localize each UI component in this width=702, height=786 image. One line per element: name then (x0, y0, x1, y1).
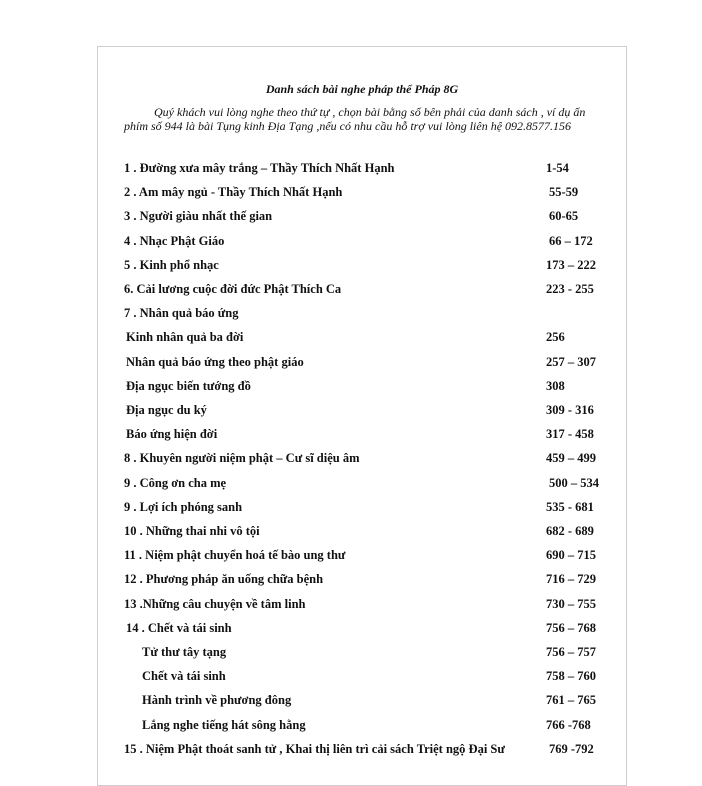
list-item (124, 524, 626, 540)
list-item-label: 3 . Người giàu nhất thế gian (124, 209, 273, 224)
document-title: Danh sách bài nghe pháp thể Pháp 8G (265, 82, 459, 96)
list-item (124, 718, 626, 734)
list-item (124, 282, 626, 298)
list-item (124, 403, 626, 419)
list-item (124, 621, 626, 637)
list-item-label: Hành trình về phương đông (142, 693, 292, 708)
list-item-range: 756 – 757 (546, 645, 596, 659)
list-item-label: Địa ngục du ký (126, 403, 207, 417)
list-item-range: 173 – 222 (546, 257, 596, 272)
list-item-range: 55-59 (549, 185, 579, 200)
list-item-label: 1 . Đường xưa mây trắng – Thầy Thích Nhất Hạnh (124, 161, 395, 175)
list-item-label: Nhân quả báo ứng theo phật giáo (126, 354, 304, 369)
list-item (124, 209, 626, 225)
list-item-label: Tử thư tây tạng (142, 645, 227, 659)
list-item-range: 317 - 458 (546, 427, 594, 442)
list-item-range: 257 – 307 (546, 354, 596, 369)
list-item (124, 597, 626, 613)
list-item-label: Chết và tái sinh (142, 669, 226, 684)
list-item-label: 9 . Công ơn cha mẹ (124, 475, 227, 490)
list-item (124, 693, 626, 709)
list-item-label: 10 . Những thai nhi vô tội (124, 524, 260, 538)
list-item-label: 12 . Phương pháp ăn uống chữa bệnh (124, 572, 324, 587)
list-item-range: 500 – 534 (549, 475, 599, 490)
list-item (124, 258, 626, 274)
document-page (97, 46, 627, 786)
list-item-range: 716 – 729 (546, 572, 596, 587)
list-item (124, 645, 626, 661)
list-item-range: 769 -792 (549, 741, 594, 756)
list-item-label: Địa ngục biến tướng đồ (126, 378, 251, 393)
list-item (124, 185, 626, 201)
list-item (124, 669, 626, 685)
list-item-range: 535 - 681 (546, 499, 594, 514)
list-item (124, 330, 626, 346)
list-item-range: 308 (546, 378, 565, 393)
list-item-label: Kinh nhân quả ba đời (126, 330, 244, 345)
list-item-range: 223 - 255 (546, 282, 594, 296)
list-item-label: 2 . Am mây ngủ - Thầy Thích Nhất Hạnh (124, 185, 343, 200)
list-item-label: Báo ứng hiện đời (126, 427, 218, 442)
list-item (124, 548, 626, 564)
list-item-label: 11 . Niệm phật chuyển hoá tế bào ung thư (124, 548, 346, 563)
list-item (124, 306, 626, 322)
list-item (124, 234, 626, 250)
list-item-range: 1-54 (546, 161, 569, 175)
list-item-range: 66 – 172 (549, 233, 593, 248)
list-item (124, 161, 626, 177)
list-item-range: 761 – 765 (546, 693, 596, 708)
list-item-range: 690 – 715 (546, 548, 596, 563)
list-item (124, 427, 626, 443)
list-item (124, 476, 626, 492)
list-item-label: 9 . Lợi ích phóng sanh (124, 499, 243, 514)
list-item-label: 7 . Nhân quả báo ứng (124, 306, 239, 321)
list-item-label: 13 .Những câu chuyện về tâm linh (124, 596, 306, 611)
list-item-range: 682 - 689 (546, 524, 594, 538)
list-item-label: 4 . Nhạc Phật Giáo (124, 233, 225, 248)
list-item-range: 459 – 499 (546, 451, 596, 466)
list-item-range: 60-65 (549, 209, 579, 224)
list-item-label: 5 . Kinh phổ nhạc (124, 257, 219, 272)
list-item-label: 14 . Chết và tái sinh (126, 620, 232, 635)
list-item (124, 379, 626, 395)
list-item-range: 756 – 768 (546, 620, 596, 635)
list-item (124, 355, 626, 371)
list-item-label: Lắng nghe tiếng hát sông hằng (142, 717, 306, 732)
list-item-range: 730 – 755 (546, 596, 596, 611)
list-item (124, 451, 626, 467)
list-item-range: 256 (546, 330, 565, 345)
list-item (124, 742, 626, 758)
document-intro: Quý khách vui lòng nghe theo thứ tự , chọn bài bằng số bên phải của danh sách , ví dụ ấn phím số 944 là bài Tụng kinh Địa Tạng ,nếu có nhu cầu hỗ trợ vui lòng liên hệ 092.8577.156 (124, 105, 586, 133)
list-item-label: 8 . Khuyên người niệm phật – Cư sĩ diệu âm (124, 451, 360, 466)
list-item-range: 766 -768 (546, 717, 591, 732)
list-item-label: 6. Cải lương cuộc đời đức Phật Thích Ca (124, 282, 342, 296)
list-item (124, 500, 626, 516)
list-item-range: 309 - 316 (546, 403, 594, 417)
list-item-label: 15 . Niệm Phật thoát sanh tử , Khai thị liên trì cải sách Triệt ngộ Đại Sư (124, 741, 505, 756)
list-item (124, 572, 626, 588)
list-item-range: 758 – 760 (546, 669, 596, 684)
